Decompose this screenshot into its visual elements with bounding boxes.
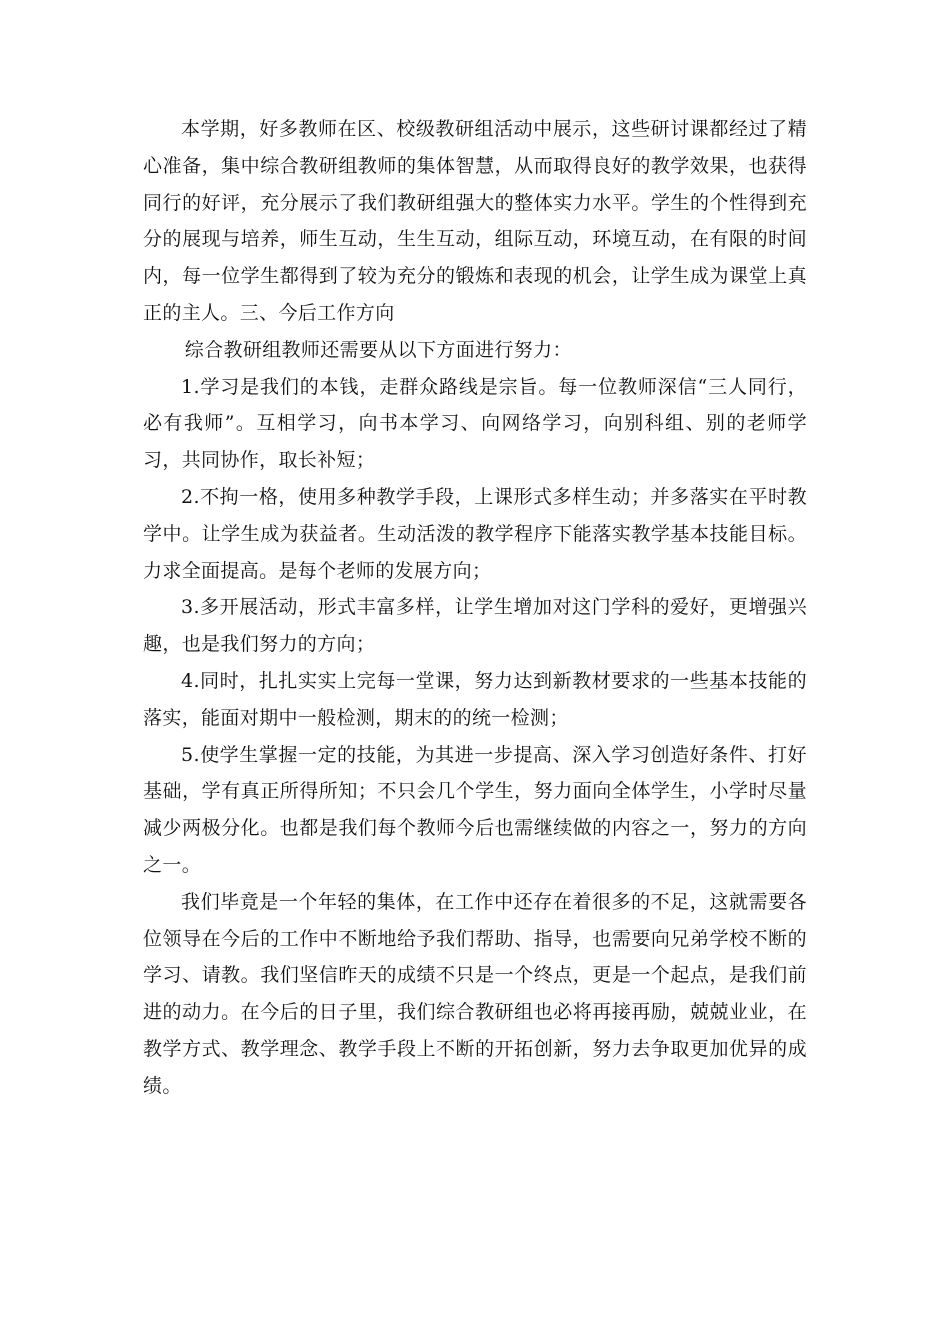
document-body: [143, 111, 807, 1105]
paragraph-improvement-intro: 综合教研组教师还需要从以下方面进行努力：: [184, 338, 572, 361]
paragraph-item-1: 1.学习是我们的本钱，走群众路线是宗旨。每一位教师深信“三人同行，必有我师”。互相学习，向书本学习、向网络学习，向别科组、别的老师学习，共同协作，取长补短；: [143, 375, 807, 472]
paragraph-item-2: 2.不拘一格，使用多种教学手段，上课形式多样生动；并多落实在平时教学中。让学生成为获益者。生动活泼的教学程序下能落实教学基本技能目标。力求全面提高。是每个老师的发展方向；: [143, 485, 807, 582]
paragraph-item-3: 3.多开展活动，形式丰富多样，让学生增加对这门学科的爱好，更增强兴趣，也是我们努力的方向；: [143, 596, 807, 656]
paragraph-item-5: 5.使学生掌握一定的技能，为其进一步提高、深入学习创造好条件、打好基础，学有真正所得所知；不只会几个学生，努力面向全体学生，小学时尽量减少两极分化。也都是我们每个教师今后也需继续做的内容之一，努力的方向之一。: [143, 743, 807, 876]
paragraph-semester-summary: 本学期，好多教师在区、校级教研组活动中展示，这些研讨课都经过了精心准备，集中综合教研组教师的集体智慧，从而取得良好的教学效果，也获得同行的好评，充分展示了我们教研组强大的整体实力水平。学生的个性得到充分的展现与培养，师生互动，生生互动，组际互动，环境互动，在有限的时间内，每一位学生都得到了较为充分的锻炼和表现的机会，让学生成为课堂上真正的主人。三、今后工作方向: [143, 118, 807, 324]
paragraph-item-4: 4.同时，扎扎实实上完每一堂课，努力达到新教材要求的一些基本技能的落实，能面对期中一般检测，期末的的统一检测；: [143, 669, 807, 729]
paragraph-conclusion: 我们毕竟是一个年轻的集体，在工作中还存在着很多的不足，这就需要各位领导在今后的工作中不断地给予我们帮助、指导，也需要向兄弟学校不断的学习、请教。我们坚信昨天的成绩不只是一个终点，更是一个起点，是我们前进的动力。在今后的日子里，我们综合教研组也必将再接再励，兢兢业业，在教学方式、教学理念、教学手段上不断的开拓创新，努力去争取更加优异的成绩。: [143, 890, 807, 1097]
